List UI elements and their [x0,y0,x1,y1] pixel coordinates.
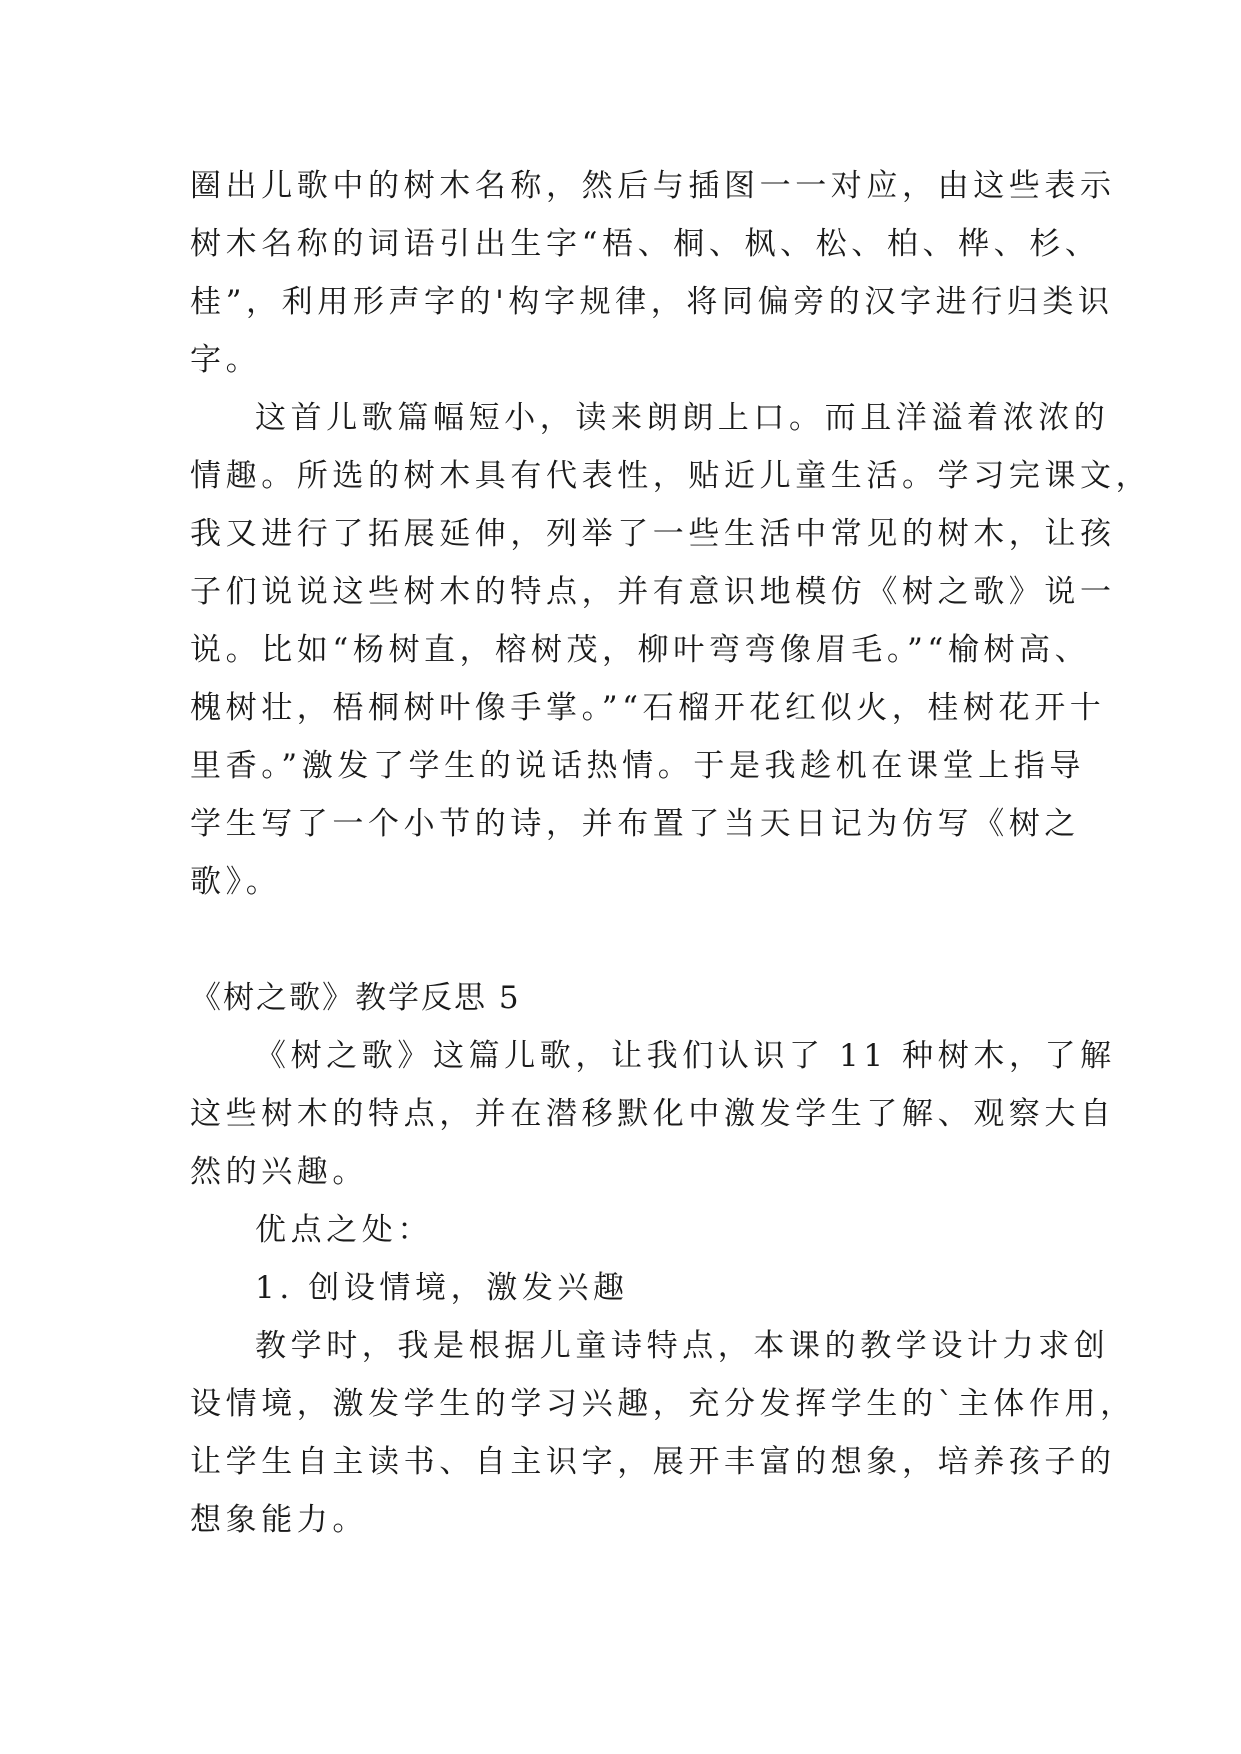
text-line: 教学时，我是根据儿童诗特点，本课的教学设计力求创 [255,1328,1110,1364]
text-line: 让学生自主读书、自主识字，展开丰富的想象，培养孩子的 [190,1444,1116,1480]
text-line: 情趣。所选的树木具有代表性，贴近儿童生活。学习完课文， [190,458,1152,494]
text-line: 这些树木的特点，并在潜移默化中激发学生了解、观察大自 [190,1096,1116,1132]
text-line: 我又进行了拓展延伸，列举了一些生活中常见的树木，让孩 [190,516,1116,552]
text-line: 这首儿歌篇幅短小，读来朗朗上口。而且洋溢着浓浓的 [255,400,1110,436]
text-line: 设情境，激发学生的学习兴趣，充分发挥学生的`主体作用， [190,1386,1136,1422]
text-line: 《树之歌》这篇儿歌，让我们认识了 11 种树木，了解 [255,1038,1116,1074]
point-1-title: 1. 创设情境，激发兴趣 [255,1270,629,1306]
text-line: 学生写了一个小节的诗，并布置了当天日记为仿写《树之 [190,806,1080,842]
section-heading: 《树之歌》教学反思 5 [190,980,521,1016]
strengths-label: 优点之处： [255,1212,433,1248]
text-line: 树木名称的词语引出生字“梧、桐、枫、松、柏、桦、杉、 [190,226,1101,262]
text-line: 说。比如“杨树直，榕树茂，柳叶弯弯像眉毛。”“榆树高、 [190,632,1091,668]
text-line: 里香。”激发了学生的说话热情。于是我趁机在课堂上指导 [190,748,1085,784]
text-line: 歌》。 [190,864,282,900]
text-line: 然的兴趣。 [190,1154,368,1190]
text-line: 想象能力。 [190,1502,368,1538]
text-line: 圈出儿歌中的树木名称，然后与插图一一对应，由这些表示 [190,168,1116,204]
text-line: 字。 [190,342,262,378]
text-line: 槐树壮，梧桐树叶像手掌。”“石榴开花红似火，桂树花开十 [190,690,1106,726]
text-line: 子们说说这些树木的特点，并有意识地模仿《树之歌》说一 [190,574,1116,610]
text-line: 桂”，利用形声字的'构字规律，将同偏旁的汉字进行归类识 [190,284,1114,320]
